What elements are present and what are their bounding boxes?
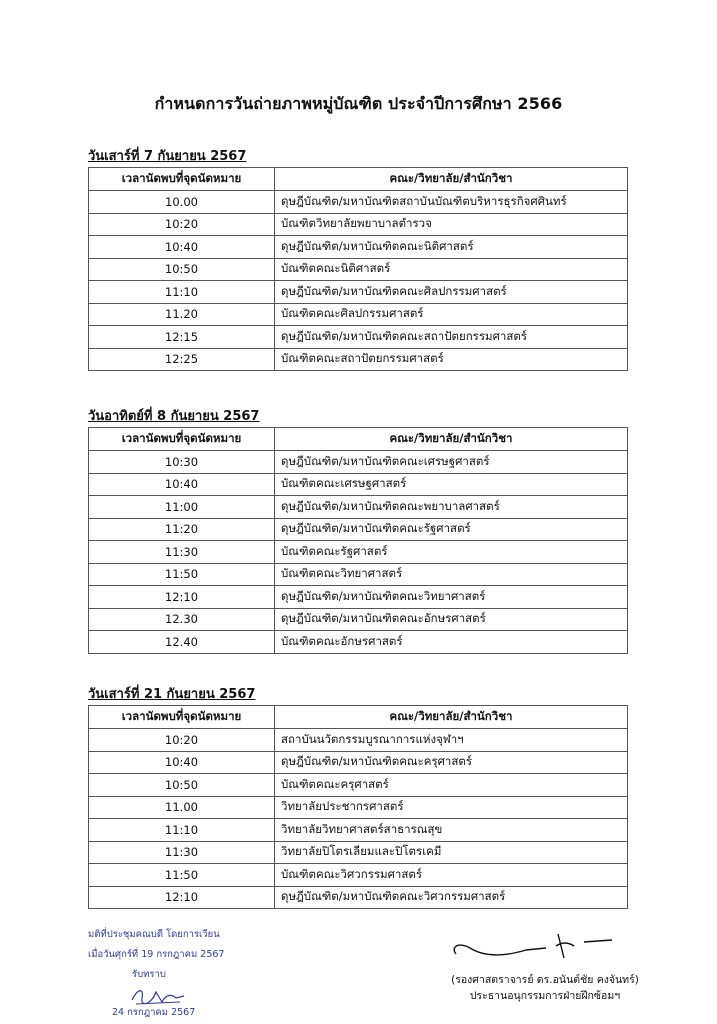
row-faculty: บัณฑิตคณะอักษรศาสตร์ — [275, 631, 628, 654]
row-time: 11:30 — [89, 541, 275, 564]
table-header-row — [89, 706, 628, 729]
table-row — [89, 258, 628, 281]
table-row — [89, 864, 628, 887]
table-row — [89, 213, 628, 236]
table-row — [89, 518, 628, 541]
row-time: 10.00 — [89, 191, 275, 214]
row-time: 11.20 — [89, 303, 275, 326]
signature-block — [430, 972, 660, 1004]
table-row — [89, 451, 628, 474]
table-row — [89, 729, 628, 752]
row-faculty: วิทยาลัยประชากรศาสตร์ — [275, 796, 628, 819]
table-row — [89, 281, 628, 304]
row-faculty: ดุษฎีบัณฑิต/มหาบัณฑิตคณะอักษรศาสตร์ — [275, 608, 628, 631]
row-time: 10:50 — [89, 258, 275, 281]
header-time: เวลานัดพบที่จุดนัดหมาย — [89, 168, 275, 191]
row-faculty: ดุษฎีบัณฑิต/มหาบัณฑิตคณะสถาปัตยกรรมศาสตร์ — [275, 326, 628, 349]
row-time: 10:20 — [89, 729, 275, 752]
table-row — [89, 496, 628, 519]
note-line-3: รับทราบ — [132, 969, 166, 980]
acknowledgement-signature-icon — [128, 984, 188, 1008]
row-faculty: วิทยาลัยวิทยาศาสตร์สาธารณสุข — [275, 819, 628, 842]
row-time: 11:30 — [89, 841, 275, 864]
table-row — [89, 886, 628, 909]
table-row — [89, 796, 628, 819]
day-date: วันอาทิตย์ที่ 8 กันยายน 2567 — [88, 409, 260, 424]
row-faculty: บัณฑิตคณะศิลปกรรมศาสตร์ — [275, 303, 628, 326]
table-row — [89, 348, 628, 371]
row-time: 11:10 — [89, 819, 275, 842]
day-date: วันเสาร์ที่ 21 กันยายน 2567 — [88, 687, 256, 702]
note-line-2: เมื่อวันศุกร์ที่ 19 กรกฎาคม 2567 — [88, 949, 225, 960]
table-row — [89, 819, 628, 842]
table-row — [89, 191, 628, 214]
header-faculty: คณะ/วิทยาลัย/สำนักวิชา — [275, 428, 628, 451]
row-time: 11:20 — [89, 518, 275, 541]
table-row — [89, 326, 628, 349]
signature-icon — [446, 928, 616, 968]
row-time: 11:50 — [89, 864, 275, 887]
table-row — [89, 608, 628, 631]
row-faculty: ดุษฎีบัณฑิต/มหาบัณฑิตสถาบันบัณฑิตบริหารธุรกิจศศินทร์ — [275, 191, 628, 214]
row-faculty: วิทยาลัยปิโตรเลียมและปิโตรเคมี — [275, 841, 628, 864]
row-faculty: บัณฑิตคณะวิศวกรรมศาสตร์ — [275, 864, 628, 887]
row-faculty: บัณฑิตคณะวิทยาศาสตร์ — [275, 563, 628, 586]
row-faculty: บัณฑิตคณะเศรษฐศาสตร์ — [275, 473, 628, 496]
row-time: 11.00 — [89, 796, 275, 819]
row-time: 10:30 — [89, 451, 275, 474]
row-faculty: บัณฑิตคณะสถาปัตยกรรมศาสตร์ — [275, 348, 628, 371]
row-faculty: ดุษฎีบัณฑิต/มหาบัณฑิตคณะพยาบาลศาสตร์ — [275, 496, 628, 519]
table-row — [89, 563, 628, 586]
row-time: 12:25 — [89, 348, 275, 371]
note-date: 24 กรกฎาคม 2567 — [112, 1007, 196, 1018]
row-faculty: ดุษฎีบัณฑิต/มหาบัณฑิตคณะครุศาสตร์ — [275, 751, 628, 774]
row-time: 10:40 — [89, 236, 275, 259]
row-time: 11:00 — [89, 496, 275, 519]
row-time: 11:50 — [89, 563, 275, 586]
row-time: 12.30 — [89, 608, 275, 631]
row-faculty: บัณฑิตคณะนิติศาสตร์ — [275, 258, 628, 281]
schedule-table — [88, 705, 628, 909]
table-row — [89, 236, 628, 259]
row-time: 10:40 — [89, 751, 275, 774]
signatory-name: (รองศาสตราจารย์ ดร.อนันต์ชัย คงจันทร์) — [451, 974, 639, 986]
note-line-1: มติที่ประชุมคณบดี โดยการเวียน — [88, 929, 220, 940]
row-faculty: ดุษฎีบัณฑิต/มหาบัณฑิตคณะวิศวกรรมศาสตร์ — [275, 886, 628, 909]
row-faculty: บัณฑิตคณะครุศาสตร์ — [275, 774, 628, 797]
table-row — [89, 751, 628, 774]
row-time: 12:15 — [89, 326, 275, 349]
table-row — [89, 631, 628, 654]
table-header-row — [89, 168, 628, 191]
header-faculty: คณะ/วิทยาลัย/สำนักวิชา — [275, 706, 628, 729]
row-faculty: สถาบันนวัตกรรมบูรณาการแห่งจุฬาฯ — [275, 729, 628, 752]
day-section-3 — [88, 684, 628, 909]
schedule-table — [88, 167, 628, 371]
row-time: 12:10 — [89, 586, 275, 609]
row-time: 10:40 — [89, 473, 275, 496]
row-faculty: บัณฑิตวิทยาลัยพยาบาลตำรวจ — [275, 213, 628, 236]
table-row — [89, 541, 628, 564]
day-section-2 — [88, 406, 628, 654]
table-header-row — [89, 428, 628, 451]
row-time: 11:10 — [89, 281, 275, 304]
row-faculty: ดุษฎีบัณฑิต/มหาบัณฑิตคณะวิทยาศาสตร์ — [275, 586, 628, 609]
row-faculty: ดุษฎีบัณฑิต/มหาบัณฑิตคณะนิติศาสตร์ — [275, 236, 628, 259]
row-faculty: บัณฑิตคณะรัฐศาสตร์ — [275, 541, 628, 564]
table-row — [89, 473, 628, 496]
row-time: 12:10 — [89, 886, 275, 909]
table-row — [89, 774, 628, 797]
signatory-position: ประธานอนุกรรมการฝ่ายฝึกซ้อมฯ — [469, 990, 621, 1002]
row-time: 10:20 — [89, 213, 275, 236]
table-row — [89, 586, 628, 609]
approval-note — [88, 928, 268, 982]
row-faculty: ดุษฎีบัณฑิต/มหาบัณฑิตคณะศิลปกรรมศาสตร์ — [275, 281, 628, 304]
document-title: กำหนดการวันถ่ายภาพหมู่บัณฑิต ประจำปีการศึกษา 2566 — [154, 94, 563, 113]
table-row — [89, 841, 628, 864]
row-time: 12.40 — [89, 631, 275, 654]
row-time: 10:50 — [89, 774, 275, 797]
schedule-table — [88, 427, 628, 654]
header-time: เวลานัดพบที่จุดนัดหมาย — [89, 428, 275, 451]
table-row — [89, 303, 628, 326]
row-faculty: ดุษฎีบัณฑิต/มหาบัณฑิตคณะรัฐศาสตร์ — [275, 518, 628, 541]
row-faculty: ดุษฎีบัณฑิต/มหาบัณฑิตคณะเศรษฐศาสตร์ — [275, 451, 628, 474]
header-faculty: คณะ/วิทยาลัย/สำนักวิชา — [275, 168, 628, 191]
day-section-1 — [88, 146, 628, 371]
day-date: วันเสาร์ที่ 7 กันยายน 2567 — [88, 149, 247, 164]
header-time: เวลานัดพบที่จุดนัดหมาย — [89, 706, 275, 729]
